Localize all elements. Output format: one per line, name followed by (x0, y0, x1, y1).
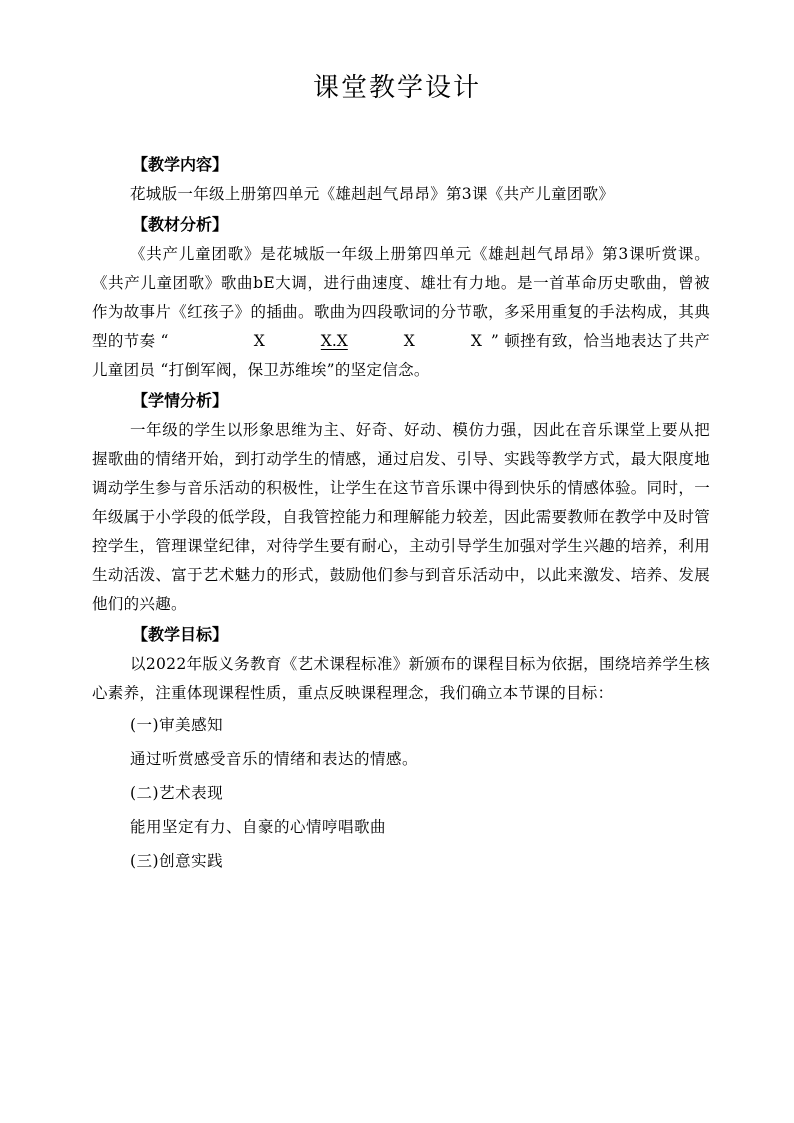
rhythm-note: X (470, 332, 482, 350)
document-body (92, 149, 710, 878)
goal-item-text: 通过听赏感受音乐的情绪和表达的情感。 (130, 750, 419, 768)
goal-item-text: 能用坚定有力、自豪的心情哼唱歌曲 (130, 818, 387, 836)
teaching-content-paragraph: 花城版一年级上册第四单元《雄赳赳气昂昂》第3课《共产儿童团歌》 (130, 185, 615, 203)
section-heading-teaching-content: 【教学内容】 (132, 155, 229, 174)
material-analysis-text-after: ” 顿挫有致，恰当地表达了共产儿童团员 “打倒军阀，保卫苏维埃”的坚定信念。 (92, 332, 710, 379)
material-analysis-paragraph (92, 240, 710, 385)
rhythm-note: X.X (320, 332, 348, 350)
rhythm-note: X (403, 332, 415, 350)
goal-item-label: (二)艺术表现 (130, 784, 224, 802)
teaching-goals-paragraph: 以2022年版义务教育《艺术课程标准》新颁布的课程目标为依据，围绕培养学生核心素养，注重体现课程性质，重点反映课程理念，我们确立本节课的目标： (92, 655, 710, 702)
goal-item-label: (一)审美感知 (130, 716, 224, 734)
material-analysis-text-before: 《共产儿童团歌》是花城版一年级上册第四单元《雄赳赳气昂昂》第3课听赏课。《共产儿童团歌》歌曲bE大调，进行曲速度、雄壮有力地。是一首革命历史歌曲，曾被作为故事片《红孩子》的插曲。歌曲为四段歌词的分节歌，多采用重复的手法构成，其典型的节奏 “ (92, 245, 710, 350)
goal-item-label: (三)创意实践 (130, 852, 224, 870)
section-heading-student-analysis: 【学情分析】 (132, 391, 229, 410)
page-title: 课堂教学设计 (312, 73, 481, 103)
section-heading-teaching-goals: 【教学目标】 (132, 625, 229, 644)
student-analysis-paragraph: 一年级的学生以形象思维为主、好奇、好动、模仿力强，因此在音乐课堂上要从把握歌曲的情绪开始，到打动学生的情感，通过启发、引导、实践等教学方式，最大限度地调动学生参与音乐活动的积极性，让学生在这节音乐课中得到快乐的情感体验。同时，一年级属于小学段的低学段，自我管控能力和理解能力较差，因此需要教师在教学中及时管控学生，管理课堂纪律，对待学生要有耐心，主动引导学生加强对学生兴趣的培养，利用生动活泼、富于艺术魅力的形式，鼓励他们参与到音乐活动中，以此来激发、培养、发展他们的兴趣。 (92, 421, 710, 613)
rhythm-note: X (253, 332, 265, 350)
rhythm-pattern (169, 327, 491, 356)
section-heading-material-analysis: 【教材分析】 (132, 215, 229, 234)
